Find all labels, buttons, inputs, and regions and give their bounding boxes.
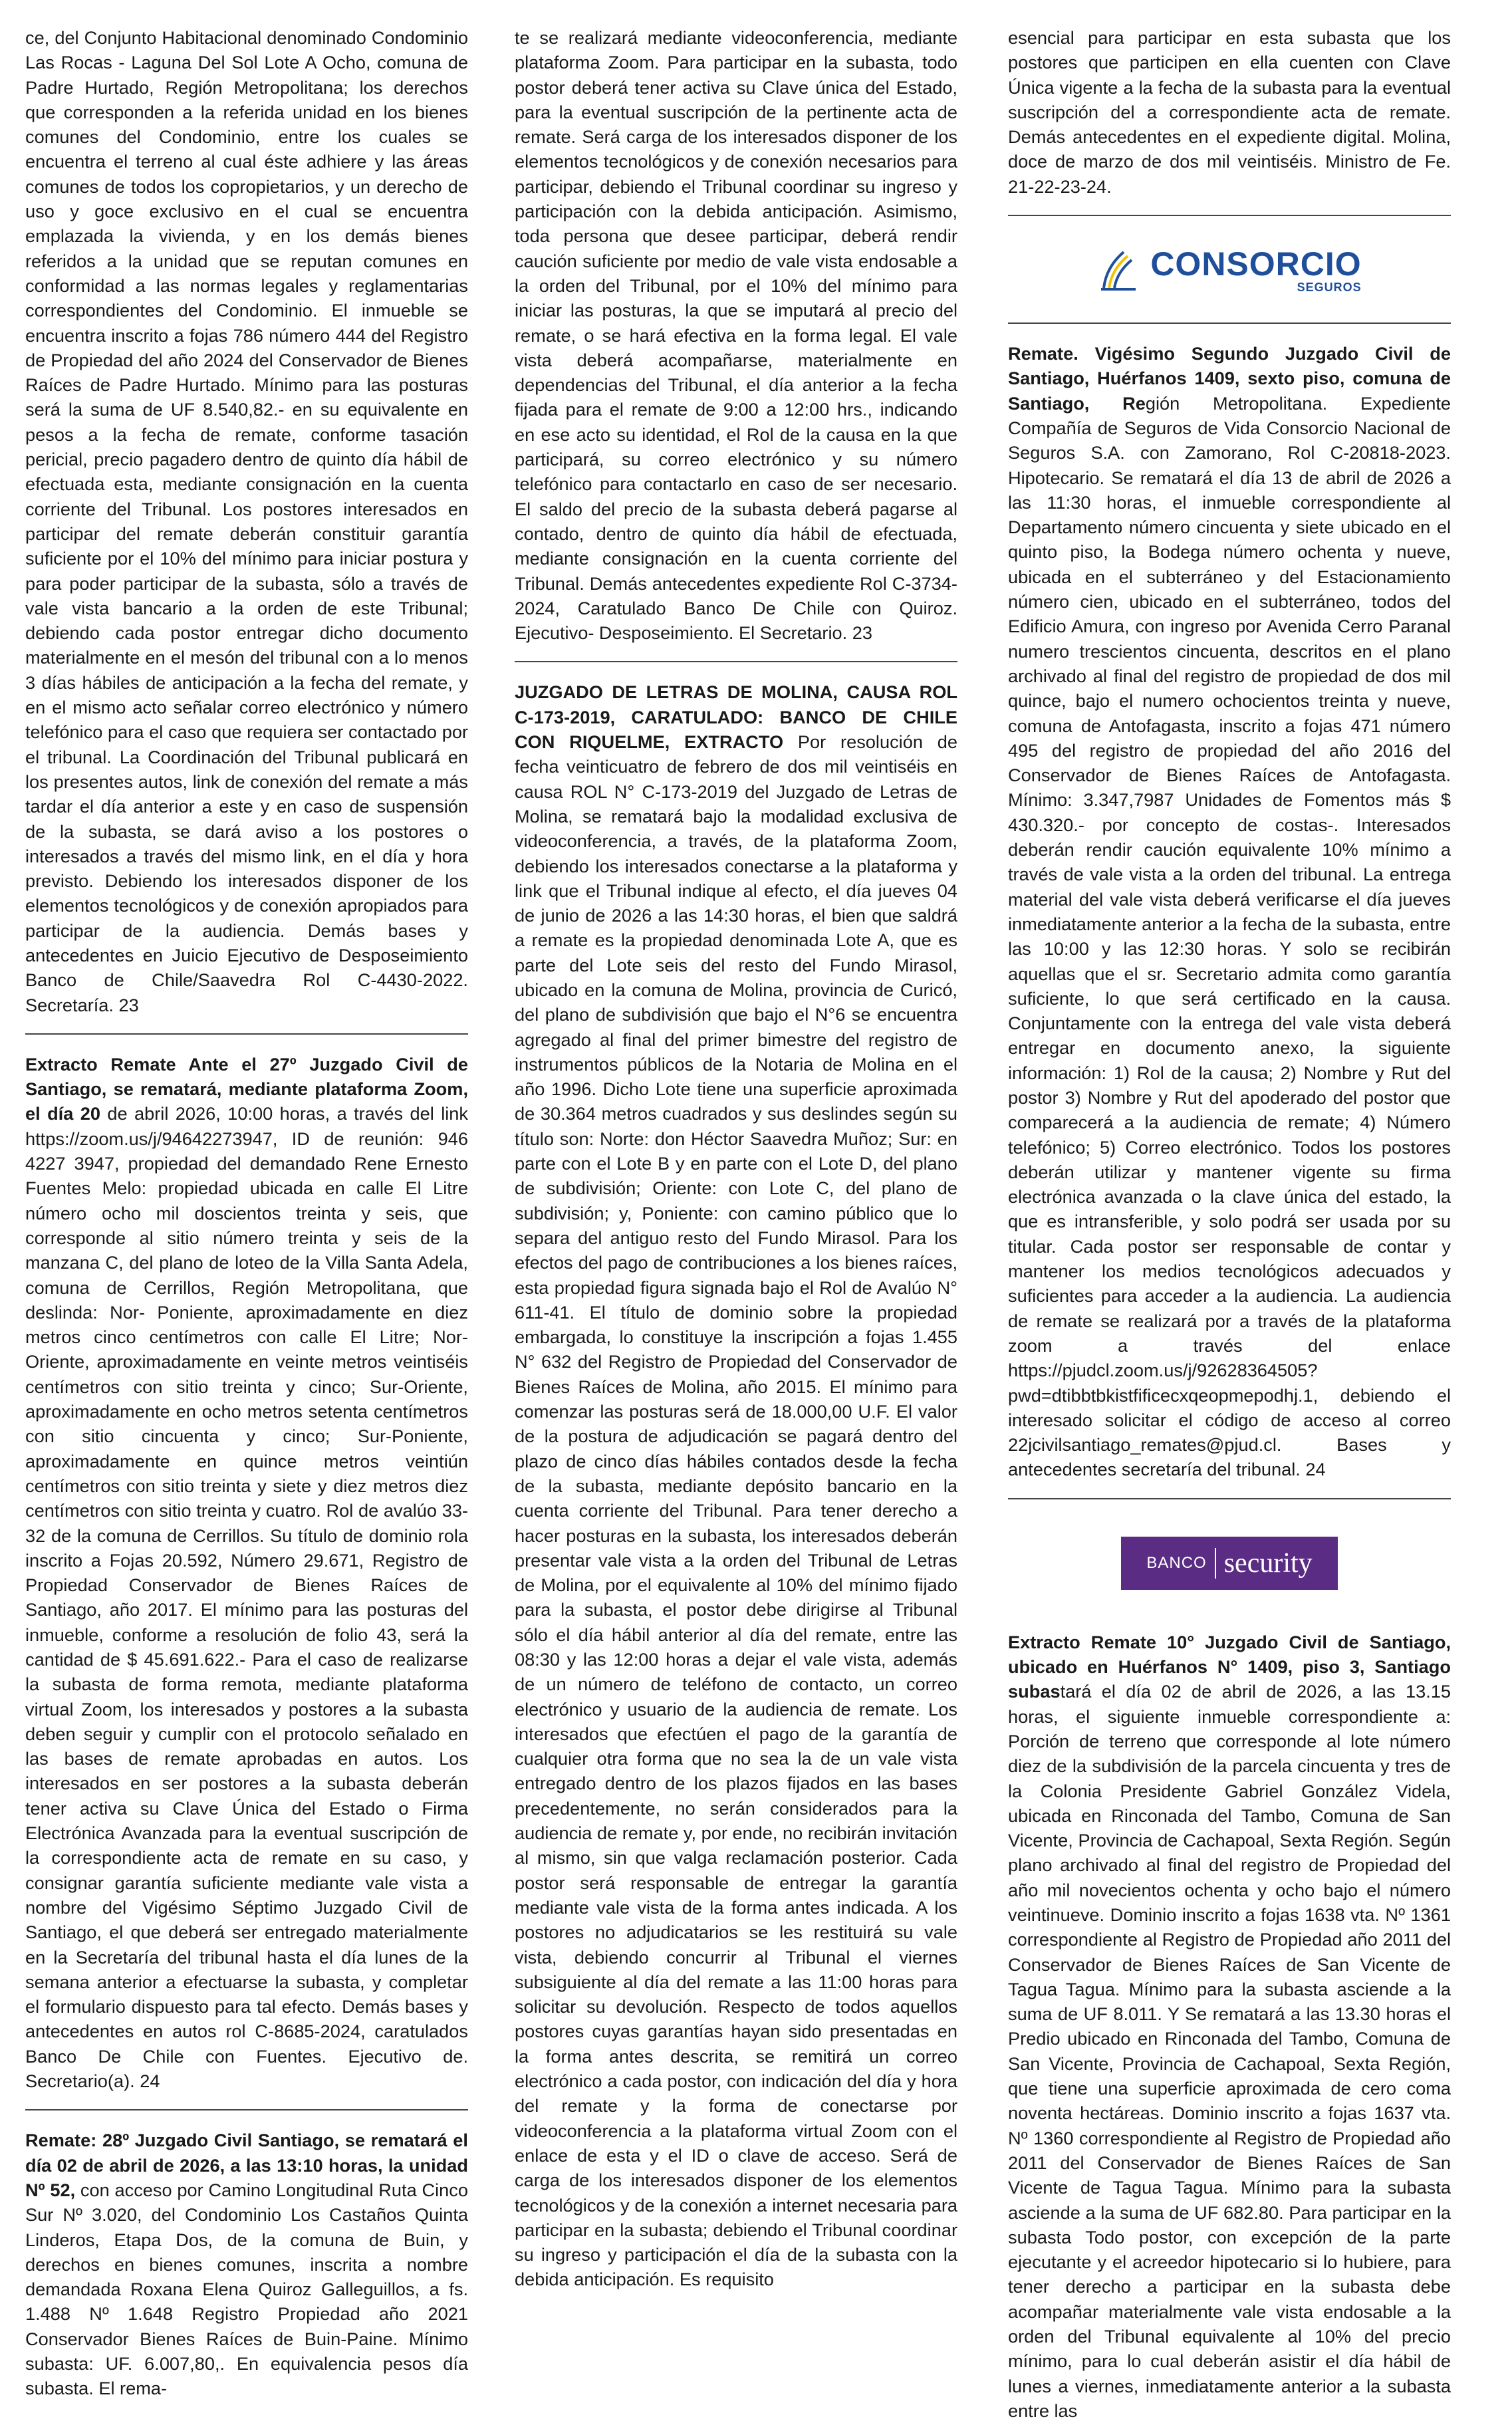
- notice-divider: [1008, 1498, 1451, 1499]
- notice-divider: [25, 2109, 468, 2110]
- notice-body: ce, del Conjunto Habitacional denominado Condominio Las Rocas - Laguna Del Sol Lote A Ocho, comuna de Padre Hurtado, Región Metropolitana; los derechos que corresponden a la referida unidad en los bienes comunes del Condominio, entre los cuales se encuentra el terreno al cual éste adhiere y las áreas comunes de todos los copropietarios, y un derecho de uso y goce exclusivo en el cual se encuentra emplazada la vivienda, y en los demás bienes referidos a la unidad que se reputan comunes en conformidad a las normas legales y reglamentarias correspondientes del Condominio. El inmueble se encuentra inscrito a fojas 786 número 444 del Registro de Propiedad del año 2024 del Conservador de Bienes Raíces de Padre Hurtado. Mínimo para las posturas será la suma de UF 8.540,82.- en su equivalente en pesos a la fecha de remate, conforme tasación pericial, precio pagadero dentro de quinto día hábil de efectuada esta, mediante consignación en la cuenta corriente del Tribunal. Los postores interesados en participar del remate deberán constituir garantía suficiente por el 10% del mínimo para iniciar postura y para poder participar de la subasta, sólo a través de vale vista bancario a la orden de este Tribunal; debiendo cada postor entregar dicho documento materialmente en el mesón del tribunal con a lo menos 3 días hábiles de anticipación a la fecha del remate, y en el mismo acto señalar correo electrónico y número telefónico para el caso que requiera ser contactado por el tribunal. La Coordinación del Tribunal publicará en los presentes autos, link de conexión del remate a más tardar el día anterior a este y en caso de suspensión de la subasta, se dará aviso a los postores o interesados a través del mismo link, en el día y hora previsto. Debiendo los interesados disponer de los elementos tecnológicos y de conexión apropiados para participar de la audiencia. Demás bases y antecedentes en Juicio Ejecutivo de Desposeimiento Banco de Chile/Saavedra Rol C-4430-2022. Secretaría. 23: [25, 27, 468, 1015]
- column-3: [1008, 25, 1451, 2423]
- notice-molina: [515, 680, 957, 2291]
- notice-molina-continuation: [1008, 25, 1451, 199]
- notice-divider: [1008, 215, 1451, 216]
- banco-security-banco-text: BANCO: [1146, 1553, 1207, 1572]
- consorcio-seguros-logo: [1008, 233, 1451, 307]
- banco-security-name-text: security: [1223, 1547, 1313, 1579]
- notice-heading: JUZGADO DE LETRAS DE MOLINA, CAUSA ROL C-173-2019, CARATULADO: BANCO DE CHILE CON RIQUELME, EXTRACTO: [515, 682, 957, 753]
- notice-body: gión Metropolitana. Expediente Compañía de Seguros de Vida Consorcio Nacional de Seguros S.A. con Zamorano, Rol C-20818-2023. Hipotecario. Se rematará el día 13 de abril de 2026 a las 11:30 horas, el inmueble correspondiente al Departamento número cincuenta y siete ubicado en el quinto piso, la Bodega número ochenta y nueve, ubicada en el subterráneo y del Estacionamiento número cien, ubicado en el subterráneo, todos del Edificio Amura, con ingreso por Avenida Cerro Paranal numero trescientos cincuenta, descritos en el plano archivado al final del registro de propiedad de dos mil quince, bajo el numero ochocientos treinta y nueve, comuna de Antofagasta, inscrito a fojas 471 número 495 del registro de propiedad del año 2016 del Conservador de Bienes Raíces de Antofagasta. Mínimo: 3.347,7987 Unidades de Fomentos más $ 430.320.- por concepto de costas-. Interesados deberán rendir caución equivalente 10% mínimo a través de vale vista a la orden del tribunal. La entrega material del vale vista deberá verificarse el día jueves inmediatamente anterior a la fecha de la subasta, entre las 10:00 y las 12:30 horas. Y solo se recibirán aquellas que el sr. Secretario admita como garantía suficiente, lo que será certificado en la causa. Conjuntamente con la entrega del vale vista deberá entregar en documento anexo, la siguiente información: 1) Rol de la causa; 2) Nombre y Rut del postor 3) Nombre y Rut del apoderado del postor que comparecerá a la audiencia de remate; 4) Número telefónico; 5) Correo electrónico. Todos los postores deberán utilizar y mantener vigente su firma electrónica avanzada o la clave única del estado, la que es intransferible, y solo podrá ser usada por su titular. Cada postor ser responsable de contar y mantener los medios tecnológicos adecuados y suficientes para acceder a la audiencia. La audiencia de remate se realizará por a través de la plataforma zoom a través del enlace https://pjudcl.zoom.us/j/92628364505?pwd=dtibbtbkistfificecxqeopmepodhj.1, debiendo el interesado solicitar el código de acceso al correo 22jcivilsantiago_remates@pjud.cl. Bases y antecedentes secretaría del tribunal. 24: [1008, 392, 1451, 1480]
- column-1: [25, 25, 468, 2401]
- notice-heading: Extracto Remate 10° Juzgado Civil de Santiago, ubicado en Huérfanos N° 1409, piso 3, Santiago subas: [1008, 1631, 1451, 1702]
- notice-27-juzgado: [25, 1052, 468, 2093]
- notice-10-juzgado: [1008, 1630, 1451, 2423]
- consorcio-emblem-icon: [1097, 247, 1144, 293]
- notice-body: Por resolución de fecha veinticuatro de febrero de dos mil veintiséis en causa ROL N° C-173-2019 del Juzgado de Letras de Molina, se rematará bajo la modalidad exclusiva de videoconferencia, a través, de la plataforma Zoom, debiendo los interesados conectarse a la plataforma y link que el Tribunal indique al efecto, el día jueves 04 de junio de 2026 a las 14:30 horas, el bien que saldrá a remate es la propiedad denominada Lote A, que es parte del Lote seis del resto del Fundo Mirasol, ubicado en la comuna de Molina, provincia de Curicó, del plano de subdivisión que bajo el N°6 se encuentra agregado al final del primer bimestre del registro de instrumentos públicos de la Notaria de Molina en el año 1996. Dicho Lote tiene una superficie aproximada de 30.364 metros cuadrados y sus deslindes según su título son: Norte: don Héctor Saavedra Muñoz; Sur: en parte con el Lote B y en parte con el Lote D, del plano de subdivisión; Oriente: con Lote C, del plano de subdivisión; y, Poniente: con camino público que lo separa del antiguo resto del Fundo Mirasol. Para los efectos del pago de contribuciones a los bienes raíces, esta propiedad figura signada bajo el Rol de Avalúo N° 611-41. El título de dominio sobre la propiedad embargada, lo constituye la inscripción a fojas 1.455 N° 632 del Registro de Propiedad del Conservador de Bienes Raíces de Molina, año 2015. El mínimo para comenzar las posturas será de 18.000,00 U.F. El valor de la postura de adjudicación se pagará dentro del plazo de cinco días hábiles contados desde la fecha de la subasta, mediante depósito bancario en la cuenta corriente del Tribunal. Para tener derecho a hacer posturas en la subasta, los interesados deberán presentar vale vista a la orden del Tribunal de Letras de Molina, por el equivalente al 10% del mínimo fijado para la subasta, el postor debe dirigirse al Tribunal sólo el día hábil anterior al día del remate, entre las 08:30 y las 12:00 horas a dejar el vale vista, además de un número de teléfono de contacto, un correo electrónico y usuario de la audiencia de remate. Los interesados que efectúen el pago de la garantía de cualquier otra forma que no sea la de un vale vista entregado dentro de los plazos fijados en las bases precedentemente, no serán considerados para la audiencia de remate y, por ende, no recibirán invitación al mismo, sin que valga reclamación posterior. Cada postor será responsable de entregar la garantía mediante vale vista de la forma antes indicada. A los postores no adjudicatarios se les restituirá su vale vista, debiendo concurrir al Tribunal el viernes subsiguiente al día del remate a las 11:00 horas para solicitar su devolución. Respecto de todos aquellos postores cuyas garantías hayan sido presentadas en la forma antes descrita, se remitirá un correo electrónico a cada postor, con indicación del día y hora del remate y la forma de conectarse por videoconferencia a la plataforma virtual Zoom con el enlace de esta y el ID o clave de acceso. Será de carga de los interesados disponer de los elementos tecnológicos y de la conexión a internet necesaria para participar en la subasta; debiendo el Tribunal coordinar su ingreso y participación el día de la subasta con la debida anticipación. Es requisito: [515, 731, 957, 2290]
- notice-divider: [515, 661, 957, 662]
- notice-body: esencial para participar en esta subasta que los postores que participen en ella cuenten con Clave Única vigente a la fecha de la subasta para la eventual suscripción del a correspondiente acta de remate. Demás antecedentes en el expediente digital. Molina, doce de marzo de dos mil veintiséis. Ministro de Fe. 21-22-23-24.: [1008, 27, 1451, 197]
- notice-heading: Remate. Vigésimo Segundo Juzgado Civil de Santiago, Huérfanos 1409, sexto piso, comuna de Santiago, Re: [1008, 343, 1451, 414]
- notice-padre-hurtado-continuation: [25, 25, 468, 1017]
- notice-body: tará el día 02 de abril de 2026, a las 13.15 horas, el siguiente inmueble correspondiente a: Porción de terreno que corresponde al lote número diez de la subdivisión de la parcela cincuenta y tres de la Colonia Presidente Gabriel González Videla, ubicada en Rinconada del Tambo, Comuna de San Vicente, Provincia de Cachapoal, Sexta Región. Según plano archivado al final del registro de Propiedad del año mil novecientos ochenta y ocho bajo el número veintinueve. Dominio inscrito a fojas 1638 vta. Nº 1361 correspondiente al Registro de Propiedad año 2011 del Conservador de Bienes Raíces de San Vicente de Tagua Tagua. Mínimo para la subasta asciende a la suma de UF 8.011. Y Se rematará a las 13.30 horas el Predio ubicado en Rinconada del Tambo, Comuna de San Vicente, Provincia de Cachapoal, Sexta Región, que tiene una superficie aproximada de cero coma noventa hectáreas. Dominio inscrito a fojas 1637 vta. Nº 1360 correspondiente al Registro de Propiedad año 2011 del Conservador de Bienes Raíces de San Vicente de Tagua Tagua. Mínimo para la subasta asciende a la suma de UF 682.80. Para participar en la subasta Todo postor, con excepción de la parte ejecutante y el acreedor hipotecario si lo hubiere, para tener derecho a participar en la subasta debe acompañar materialmente vale vista endosable a la orden del Tribunal equivalente al 10% del precio mínimo, para lo cual deberán asistir el día hábil de lunes a viernes, inmediatamente anterior a la subasta entre las: [1008, 1681, 1451, 2421]
- banco-security-logo: [1008, 1523, 1451, 1603]
- notice-body: con acceso por Camino Longitudinal Ruta Cinco Sur Nº 3.020, del Condominio Los Castaños Quinta Linderos, Etapa Dos, de la comuna de Buin, y derechos en bienes comunes, inscrita a nombre demandada Roxana Elena Quiroz Galleguillos, a fs. 1.488 Nº 1.648 Registro Propiedad año 2021 Conservador Bienes Raíces de Buin-Paine. Mínimo subasta: UF. 6.007,80,. En equivalencia pesos día subasta. El rema-: [25, 2179, 468, 2399]
- notice-heading: Extracto Remate Ante el 27º Juzgado Civil de Santiago, se rematará, mediante plataforma Zoom, el día 20: [25, 1053, 468, 1124]
- column-2: [515, 25, 957, 2292]
- consorcio-logo-name: CONSORCIO: [1150, 245, 1362, 283]
- consorcio-logo-sub: SEGUROS: [1297, 280, 1362, 294]
- banco-security-separator: [1215, 1548, 1216, 1579]
- notice-22-juzgado: [1008, 341, 1451, 1482]
- notice-heading: Remate: 28º Juzgado Civil Santiago, se rematará el día 02 de abril de 2026, a las 13:10 horas, la unidad Nº 52,: [25, 2130, 468, 2200]
- notice-body: te se realizará mediante videoconferencia, mediante plataforma Zoom. Para participar en la subasta, todo postor deberá tener activa su Clave única del Estado, para la eventual suscripción de la pertinente acta de remate. Será carga de los interesados disponer de los elementos tecnológicos y de conexión necesarios para participar, debiendo el Tribunal coordinar su ingreso y participación con la debida anticipación. Asimismo, toda persona que desee participar, deberá rendir caución suficiente por medio de vale vista endosable a la orden del Tribunal, por el 10% del mínimo para iniciar las posturas, la que se imputará al precio del remate, o se hará efectiva en la forma legal. El vale vista deberá acompañarse, materialmente en dependencias del Tribunal, el día anterior a la fecha fijada para el remate de 9:00 a 12:00 hrs., indicando en ese acto su identidad, el Rol de la causa en la que participará, su correo electrónico y su número telefónico para contactarlo en caso de ser necesario. El saldo del precio de la subasta deberá pagarse al contado, dentro de quinto día hábil de efectuada, mediante consignación en la cuenta corriente del Tribunal. Demás antecedentes expediente Rol C-3734-2024, Caratulado Banco De Chile con Quiroz. Ejecutivo- Desposeimiento. El Secretario. 23: [515, 27, 957, 644]
- notice-28-juzgado: [25, 2128, 468, 2400]
- notice-divider: [25, 1033, 468, 1035]
- notice-divider: [1008, 322, 1451, 324]
- notice-28-juzgado-continuation: [515, 25, 957, 645]
- notice-body: de abril 2026, 10:00 horas, a través del link https://zoom.us/j/94642273947, ID de reunión: 946 4227 3947, propiedad del demandado Rene Ernesto Fuentes Melo: propiedad ubicada en calle El Litre número ocho mil doscientos treinta y seis, que corresponde al sitio número treinta y seis de la manzana C, del plano de loteo de la Villa Santa Adela, comuna de Cerrillos, Región Metropolitana, que deslinda: Nor- Poniente, aproximadamente en diez metros cinco centímetros con calle El Litre; Nor-Oriente, aproximadamente en veinte metros veintiséis centímetros con sitio treinta y cinco; Sur-Oriente, aproximadamente en ocho metros setenta centímetros con sitio cincuenta y cinco; Sur-Poniente, aproximadamente en quince metros veintiún centímetros con sitio treinta y siete y diez metros diez centímetros con sitio treinta y cuatro. Rol de avalúo 33-32 de la comuna de Cerrillos. Su título de dominio rola inscrito a Fojas 20.592, Número 29.671, Registro de Propiedad Conservador de Bienes Raíces de Santiago, año 2017. El mínimo para las posturas del inmueble, conforme a resolución de folio 43, será la cantidad de $ 45.691.622.- Para el caso de realizarse la subasta de forma remota, mediante plataforma virtual Zoom, los interesados y postores a la subasta deben seguir y cumplir con el protocolo señalado en las bases de remate aprobadas en autos. Los interesados en ser postores a la subasta deberán tener activa su Clave Única del Estado o Firma Electrónica Avanzada para la eventual suscripción de la correspondiente acta de remate en su caso, y consignar garantía suficiente mediante vale vista a nombre del Vigésimo Séptimo Juzgado Civil de Santiago, el que deberá ser entregado materialmente en la Secretaría del tribunal hasta el día lunes de la semana anterior a efectuarse la subasta, y completar el formulario dispuesto para tal efecto. Demás bases y antecedentes en autos rol C-8685-2024, caratulados Banco De Chile con Fuentes. Ejecutivo de. Secretario(a). 24: [25, 1103, 468, 2092]
